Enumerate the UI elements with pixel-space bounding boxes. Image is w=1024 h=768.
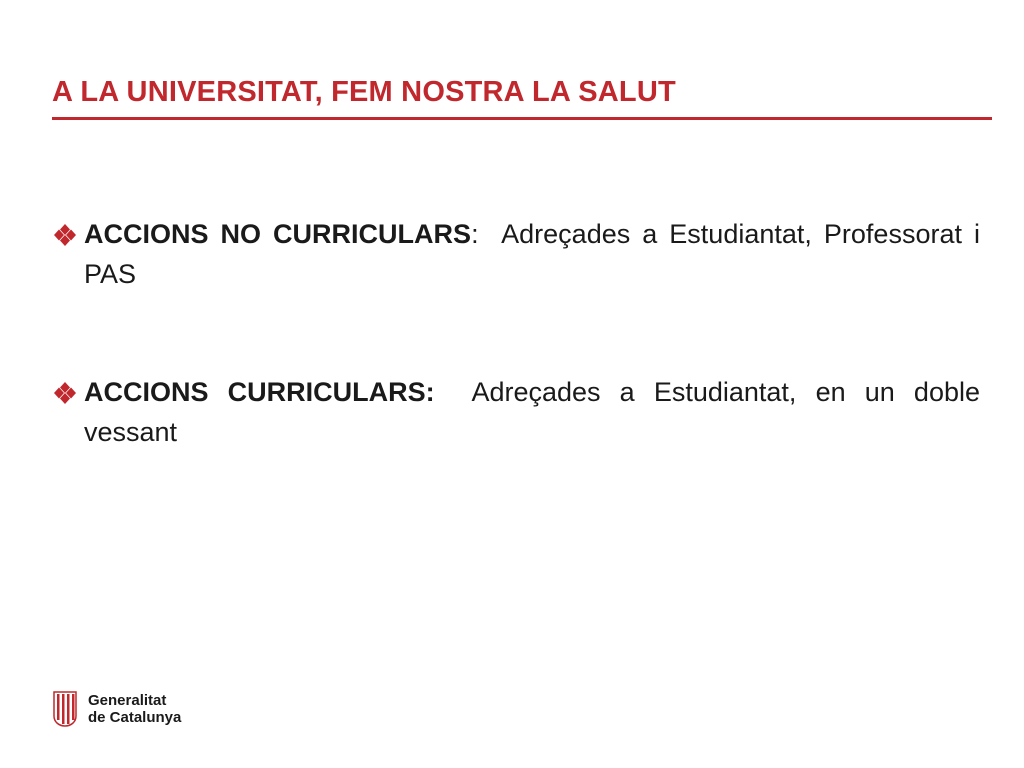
bullet-list [52,214,988,452]
generalitat-emblem-icon [52,690,78,728]
bullet-item-non-curricular [52,214,988,294]
bullet-term: ACCIONS NO CURRICULARS [84,219,472,249]
logo-wordmark [88,692,181,726]
logo-line-1: Generalitat [88,692,167,709]
bullet-separator: : [471,219,479,249]
slide-title: A LA UNIVERSITAT, FEM NOSTRA LA SALUT [52,76,676,108]
bullet-item-curricular [52,372,988,452]
bullet-term: ACCIONS CURRICULARS: [84,377,435,407]
logo-line-2: de Catalunya [88,709,182,726]
bullet-text: Adreçades a Estudiantat, Professorat i PAS [84,219,988,289]
bullet-text: Adreçades a Estudiantat, en un doble vessant [84,377,988,447]
generalitat-logo [52,690,181,728]
title-divider [52,117,992,120]
diamond-bullet-icon [52,382,78,404]
diamond-bullet-icon [52,224,78,246]
